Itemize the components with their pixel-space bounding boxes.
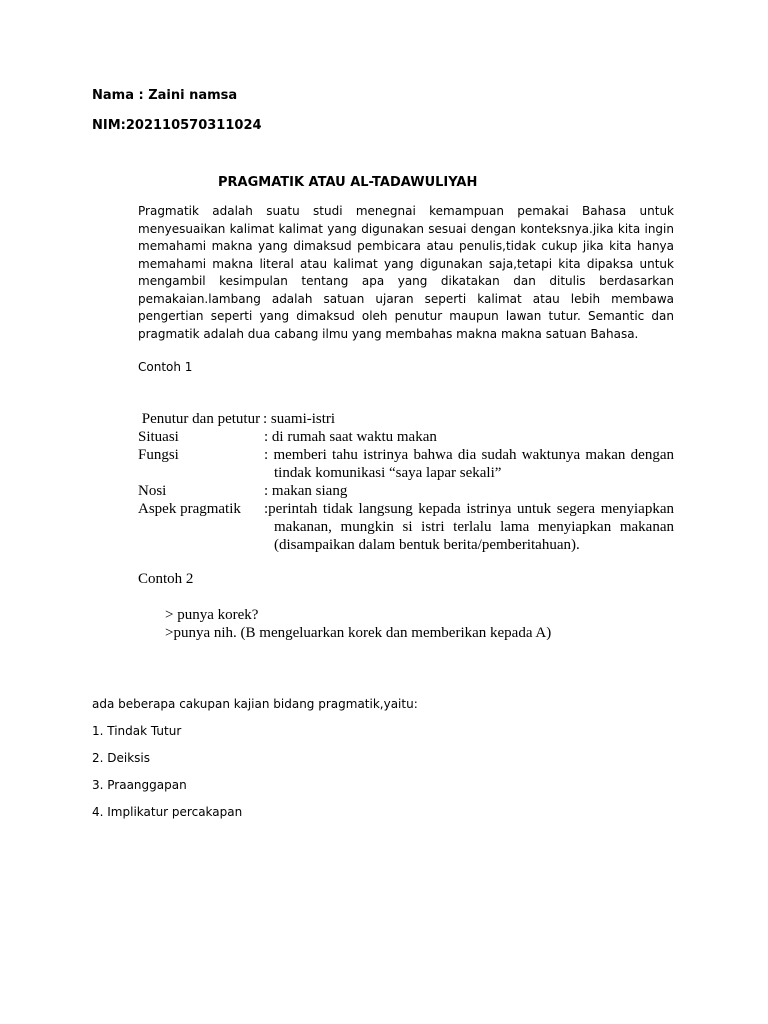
detail-label: Fungsi xyxy=(138,447,179,463)
student-nim: NIM:202110570311024 xyxy=(92,118,262,133)
list-item: 3. Praanggapan xyxy=(92,778,187,792)
intro-paragraph: Pragmatik adalah suatu studi menegnai kemampuan pemakai Bahasa untuk menyesuaikan kalimat kalimat yang digunakan sesuai dengan konteksnya.jika kita ingin memahami makna yang dimaksud pembicara atau penulis,tidak cukup jika kita hanya memahami makna literal atau kalimat yang digunakan saja,tetapi kita dipaksa untuk mengambil kesimpulan tentang apa yang dikatakan dan ditulis berdasarkan pemakaian.lambang adalah satuan ujaran seperti kalimat atau lebih membawa pengertian seperti yang dimaksud oleh penutur maupun lawan tutur. Semantic dan pragmatik adalah dua cabang ilmu yang membahas makna makna satuan Bahasa. xyxy=(138,204,674,341)
list-item: 2. Deiksis xyxy=(92,751,151,765)
detail-label: Situasi xyxy=(138,429,179,445)
detail-value: : di rumah saat waktu makan xyxy=(264,429,437,445)
detail-label: Aspek pragmatik xyxy=(138,501,241,517)
detail-value: : makan siang xyxy=(264,483,348,499)
detail-row-situation xyxy=(138,428,674,446)
list-item: 4. Implikatur percakapan xyxy=(92,805,243,819)
example2-dialogue xyxy=(165,606,551,642)
example1-details xyxy=(138,410,674,554)
list-item: 1. Tindak Tutur xyxy=(92,724,182,738)
dialogue-line-question: > punya korek? xyxy=(165,607,259,623)
detail-label: Nosi xyxy=(138,483,167,499)
detail-row-speaker xyxy=(138,410,674,428)
example1-heading: Contoh 1 xyxy=(138,360,193,374)
detail-value: :perintah tidak langsung kepada istrinya untuk segera menyiapkan makanan, mungkin si istri terlalu lama menyiapkan makanan (disampaikan dalam bentuk berita/pemberitahuan). xyxy=(264,501,674,553)
scope-intro: ada beberapa cakupan kajian bidang pragmatik,yaitu: xyxy=(92,697,418,711)
student-name: Nama : Zaini namsa xyxy=(92,88,238,103)
detail-value: : memberi tahu istrinya bahwa dia sudah waktunya makan dengan tindak komunikasi “saya lapar sekali” xyxy=(264,447,674,481)
detail-value: : suami-istri xyxy=(263,411,336,427)
example2-heading: Contoh 2 xyxy=(138,571,194,587)
detail-row-notion xyxy=(138,482,674,500)
dialogue-line-answer: >punya nih. (B mengeluarkan korek dan memberikan kepada A) xyxy=(165,625,552,641)
scope-list xyxy=(92,724,242,832)
detail-row-function xyxy=(138,446,674,482)
detail-label: Penutur dan petutur xyxy=(138,411,261,427)
detail-row-pragmatic-aspect xyxy=(138,500,674,554)
document-title: PRAGMATIK ATAU AL-TADAWULIYAH xyxy=(218,175,478,190)
